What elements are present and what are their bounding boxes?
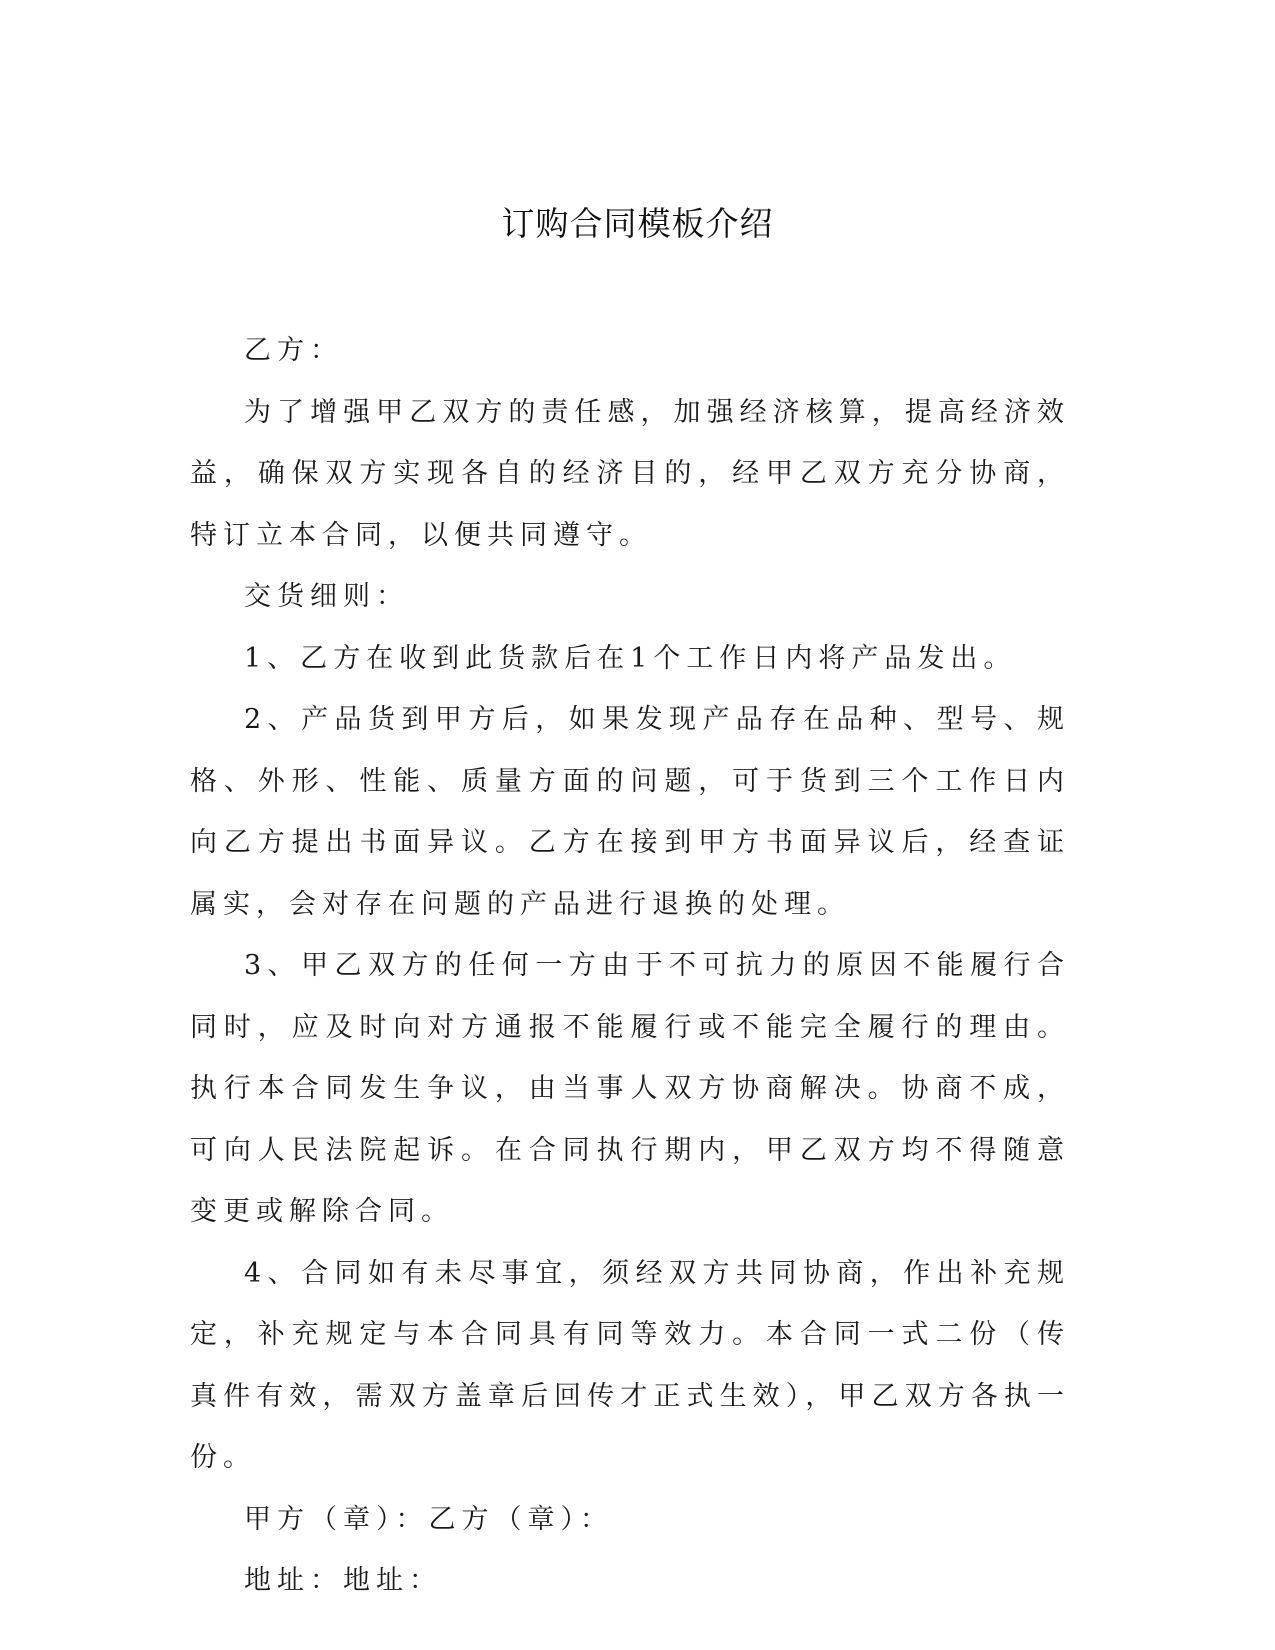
clause-4: 4、合同如有未尽事宜，须经双方共同协商，作出补充规定，补充规定与本合同具有同等效力。本合同一式二份（传真件有效，需双方盖章后回传才正式生效），甲乙双方各执一份。 — [190, 1257, 1070, 1473]
clause-1: 1、乙方在收到此货款后在1个工作日内将产品发出。 — [244, 642, 1017, 674]
document-body — [190, 320, 1070, 1612]
address-line: 地址：地址： — [244, 1565, 442, 1596]
preamble-paragraph: 为了增强甲乙双方的责任感，加强经济核算，提高经济效益，确保双方实现各自的经济目的，经甲乙双方充分协商，特订立本合同，以便共同遵守。 — [190, 396, 1070, 551]
document-title: 订购合同模板介绍 — [501, 204, 774, 243]
clause-2: 2、产品货到甲方后，如果发现产品存在品种、型号、规格、外形、性能、质量方面的问题，可于货到三个工作日内向乙方提出书面异议。乙方在接到甲方书面异议后，经查证属实，会对存在问题的产品进行退换的处理。 — [190, 704, 1070, 920]
signature-line: 甲方（章）：乙方（章）： — [244, 1503, 613, 1535]
delivery-terms-heading: 交货细则： — [244, 581, 409, 612]
clause-3: 3、甲乙双方的任何一方由于不可抗力的原因不能履行合同时，应及时向对方通报不能履行或不能完全履行的理由。执行本合同发生争议，由当事人双方协商解决。协商不成，可向人民法院起诉。在合同执行期内，甲乙双方均不得随意变更或解除合同。 — [190, 950, 1070, 1227]
party-b-label: 乙方： — [244, 335, 343, 366]
